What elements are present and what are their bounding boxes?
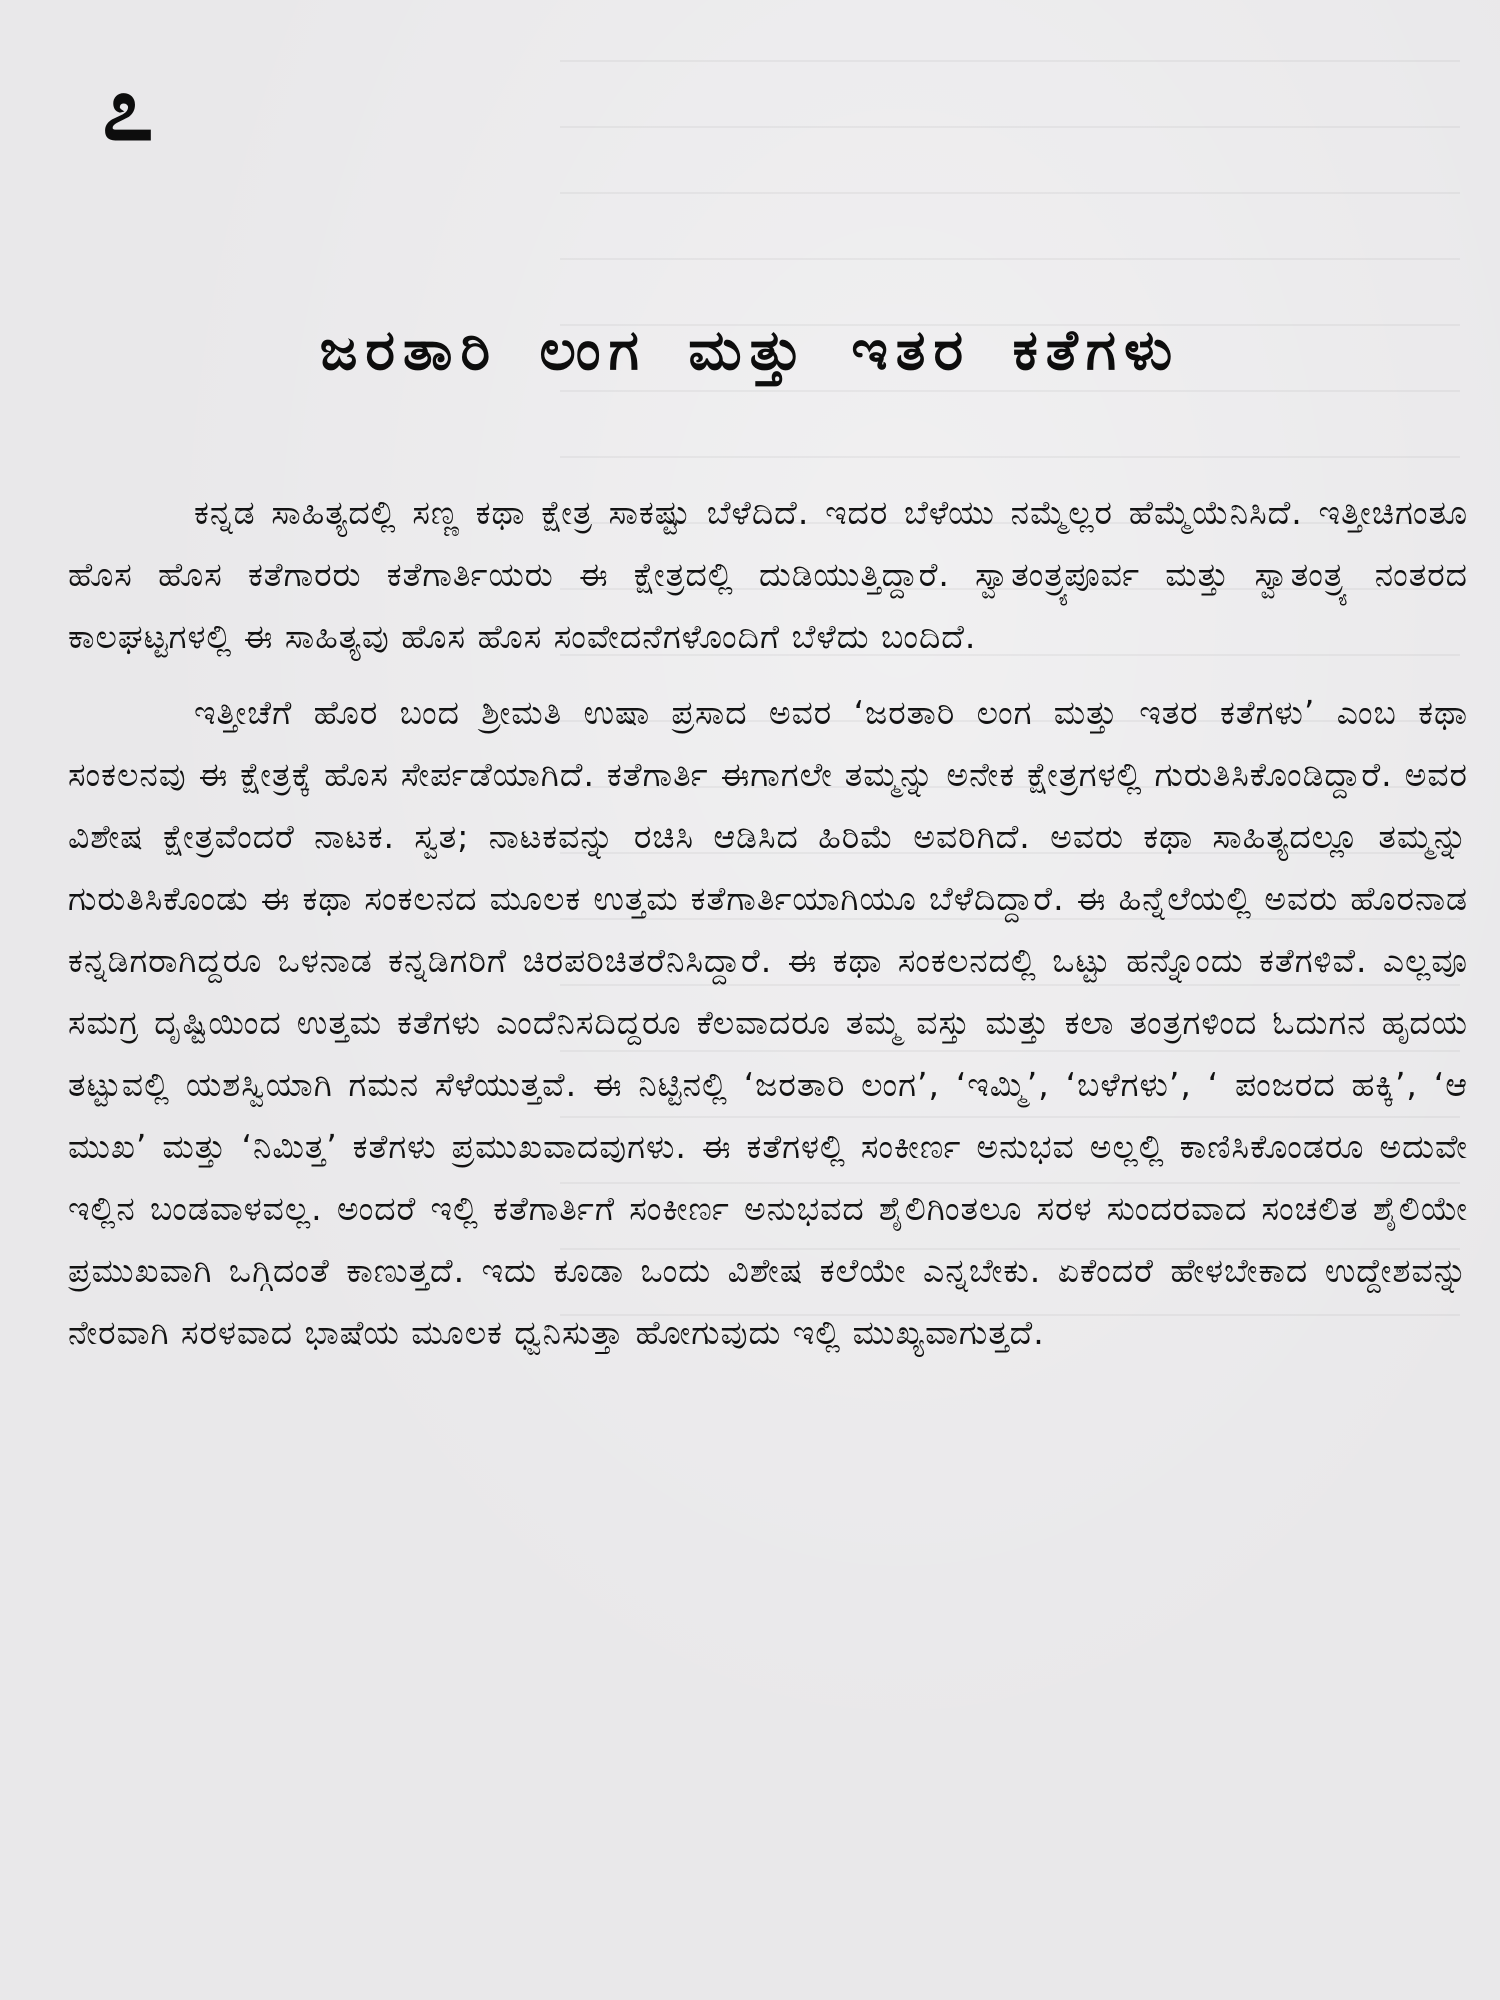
body-text: [68, 482, 1468, 1364]
chapter-number: ೭: [102, 54, 154, 161]
paragraph: ಕನ್ನಡ ಸಾಹಿತ್ಯದಲ್ಲಿ ಸಣ್ಣ ಕಥಾ ಕ್ಷೇತ್ರ ಸಾಕಷ್ಟು ಬೆಳೆದಿದೆ. ಇದರ ಬೆಳೆಯು ನಮ್ಮೆಲ್ಲರ ಹೆಮ್ಮೆಯೆನಿಸಿದೆ. ಇತ್ತೀಚಿಗಂತೂ ಹೊಸ ಹೊಸ ಕತೆಗಾರರು ಕತೆಗಾರ್ತಿಯರು ಈ ಕ್ಷೇತ್ರದಲ್ಲಿ ದುಡಿಯುತ್ತಿದ್ದಾರೆ. ಸ್ವಾತಂತ್ರ್ಯಪೂರ್ವ ಮತ್ತು ಸ್ವಾತಂತ್ರ್ಯ ನಂತರದ ಕಾಲಘಟ್ಟಗಳಲ್ಲಿ ಈ ಸಾಹಿತ್ಯವು ಹೊಸ ಹೊಸ ಸಂವೇದನೆಗಳೊಂದಿಗೆ ಬೆಳೆದು ಬಂದಿದೆ.: [68, 493, 1468, 656]
paragraph: ಇತ್ತೀಚೆಗೆ ಹೊರ ಬಂದ ಶ್ರೀಮತಿ ಉಷಾ ಪ್ರಸಾದ ಅವರ ‘ಜರತಾರಿ ಲಂಗ ಮತ್ತು ಇತರ ಕತೆಗಳು’ ಎಂಬ ಕಥಾ ಸಂಕಲನವು ಈ ಕ್ಷೇತ್ರಕ್ಕೆ ಹೊಸ ಸೇರ್ಪಡೆಯಾಗಿದೆ. ಕತೆಗಾರ್ತಿ ಈಗಾಗಲೇ ತಮ್ಮನ್ನು ಅನೇಕ ಕ್ಷೇತ್ರಗಳಲ್ಲಿ ಗುರುತಿಸಿಕೊಂಡಿದ್ದಾರೆ. ಅವರ ವಿಶೇಷ ಕ್ಷೇತ್ರವೆಂದರೆ ನಾಟಕ. ಸ್ವತ; ನಾಟಕವನ್ನು ರಚಿಸಿ ಆಡಿಸಿದ ಹಿರಿಮೆ ಅವರಿಗಿದೆ. ಅವರು ಕಥಾ ಸಾಹಿತ್ಯದಲ್ಲೂ ತಮ್ಮನ್ನು ಗುರುತಿಸಿಕೊಂಡು ಈ ಕಥಾ ಸಂಕಲನದ ಮೂಲಕ ಉತ್ತಮ ಕತೆಗಾರ್ತಿಯಾಗಿಯೂ ಬೆಳೆದಿದ್ದಾರೆ. ಈ ಹಿನ್ನೆಲೆಯಲ್ಲಿ ಅವರು ಹೊರನಾಡ ಕನ್ನಡಿಗರಾಗಿದ್ದರೂ ಒಳನಾಡ ಕನ್ನಡಿಗರಿಗೆ ಚಿರಪರಿಚಿತರೆನಿಸಿದ್ದಾರೆ. ಈ ಕಥಾ ಸಂಕಲನದಲ್ಲಿ ಒಟ್ಟು ಹನ್ನೊಂದು ಕತೆಗಳಿವೆ. ಎಲ್ಲವೂ ಸಮಗ್ರ ದೃಷ್ಟಿಯಿಂದ ಉತ್ತಮ ಕತೆಗಳು ಎಂದೆನಿಸದಿದ್ದರೂ ಕೆಲವಾದರೂ ತಮ್ಮ ವಸ್ತು ಮತ್ತು ಕಲಾ ತಂತ್ರಗಳಿಂದ ಓದುಗನ ಹೃದಯ ತಟ್ಟುವಲ್ಲಿ ಯಶಸ್ವಿಯಾಗಿ ಗಮನ ಸೆಳೆಯುತ್ತವೆ. ಈ ನಿಟ್ಟಿನಲ್ಲಿ ‘ಜರತಾರಿ ಲಂಗ’, ‘ಇಮ್ಮಿ’, ‘ಬಳೆಗಳು’, ‘ ಪಂಜರದ ಹಕ್ಕಿ’, ‘ಆ ಮುಖ’ ಮತ್ತು ‘ನಿಮಿತ್ತ’ ಕತೆಗಳು ಪ್ರಮುಖವಾದವುಗಳು. ಈ ಕತೆಗಳಲ್ಲಿ ಸಂಕೀರ್ಣ ಅನುಭವ ಅಲ್ಲಲ್ಲಿ ಕಾಣಿಸಿಕೊಂಡರೂ ಅದುವೇ ಇಲ್ಲಿನ ಬಂಡವಾಳವಲ್ಲ. ಅಂದರೆ ಇಲ್ಲಿ ಕತೆಗಾರ್ತಿಗೆ ಸಂಕೀರ್ಣ ಅನುಭವದ ಶೈಲಿಗಿಂತಲೂ ಸರಳ ಸುಂದರವಾದ ಸಂಚಲಿತ ಶೈಲಿಯೇ ಪ್ರಮುಖವಾಗಿ ಒಗ್ಗಿದಂತೆ ಕಾಣುತ್ತದೆ. ಇದು ಕೂಡಾ ಒಂದು ವಿಶೇಷ ಕಲೆಯೇ ಎನ್ನಬೇಕು. ಏಕೆಂದರೆ ಹೇಳಬೇಕಾದ ಉದ್ದೇಶವನ್ನು ನೇರವಾಗಿ ಸರಳವಾದ ಭಾಷೆಯ ಮೂಲಕ ಧ್ವನಿಸುತ್ತಾ ಹೋಗುವುದು ಇಲ್ಲಿ ಮುಖ್ಯವಾಗುತ್ತದೆ.: [68, 693, 1468, 1352]
chapter-title: ಜರತಾರಿ ಲಂಗ ಮತ್ತು ಇತರ ಕತೆಗಳು: [319, 318, 1181, 383]
